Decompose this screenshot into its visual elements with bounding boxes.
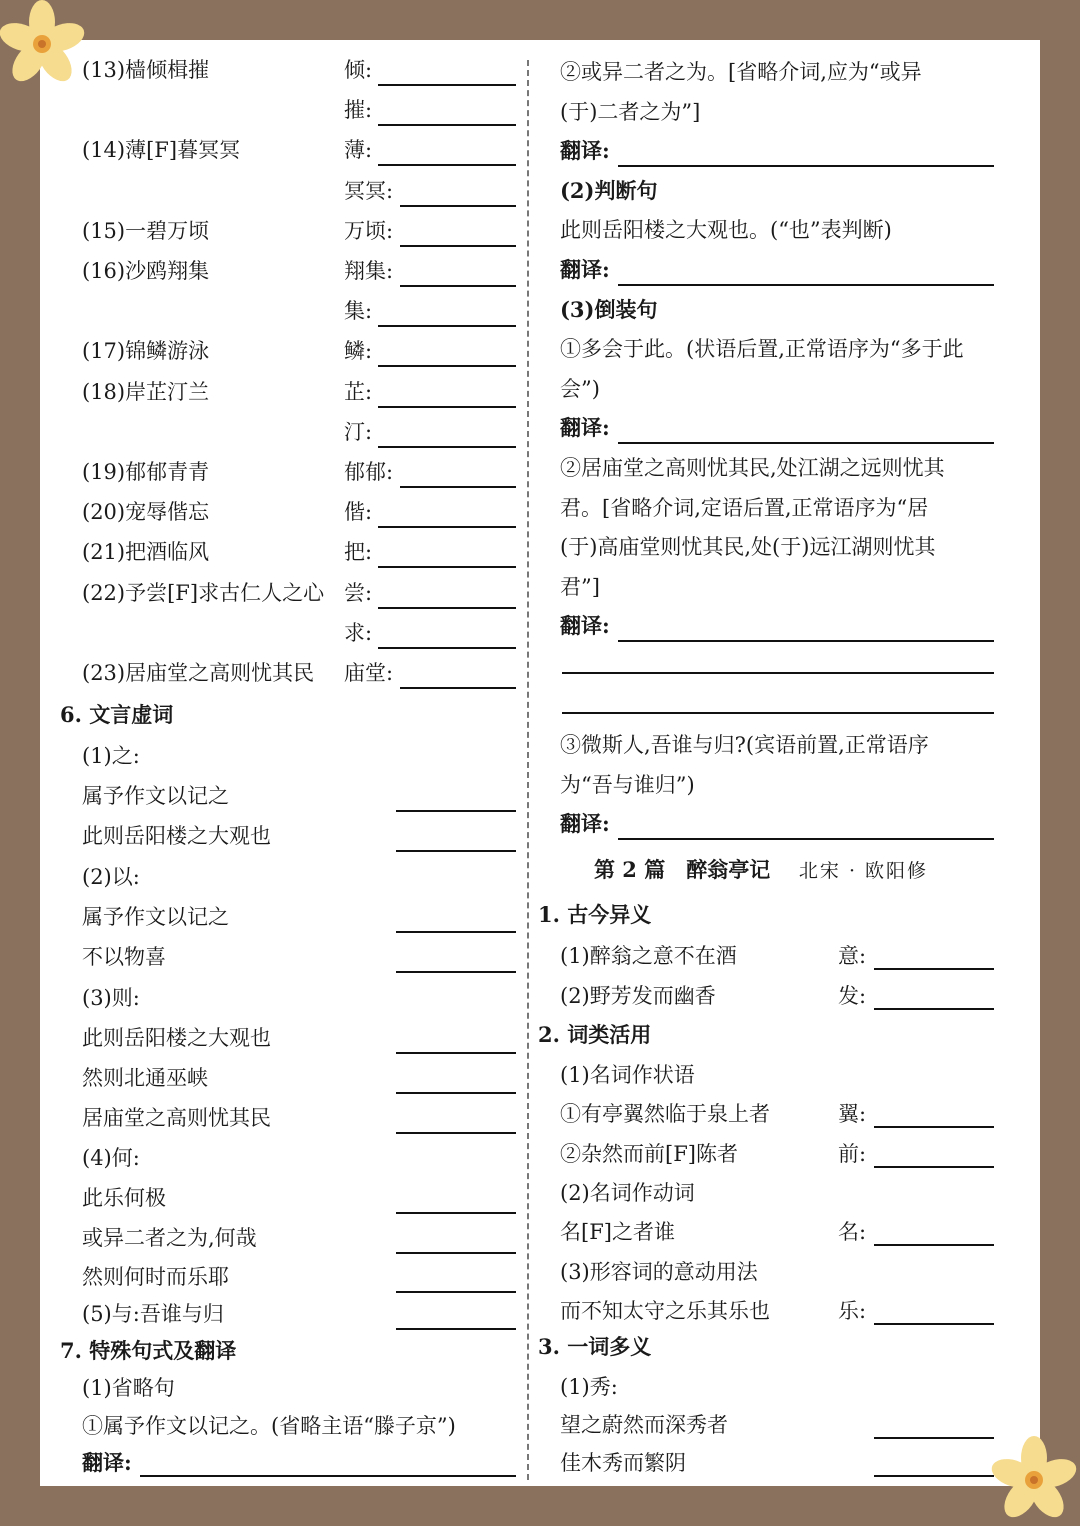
answer-blank[interactable] [378, 526, 516, 528]
answer-blank[interactable] [396, 1052, 516, 1054]
answer-blank[interactable] [400, 285, 516, 287]
sentence-line: (2)判断句 [560, 177, 658, 203]
word-class-label: 前: [838, 1141, 867, 1166]
sentence-line: (于)二者之为”] [560, 99, 701, 124]
answer-blank[interactable] [874, 1008, 994, 1010]
word-class-item: (2)名词作动词 [560, 1180, 695, 1205]
answer-blank[interactable] [874, 1475, 994, 1477]
vocab-item: (20)宠辱偕忘 [82, 500, 210, 525]
answer-blank[interactable] [396, 1291, 516, 1293]
translate-label: 翻译: [560, 811, 610, 837]
vocab-item: (17)锦鳞游泳 [82, 339, 210, 364]
sentence-line: ③微斯人,吾谁与归?(宾语前置,正常语序 [560, 733, 929, 758]
answer-blank[interactable] [874, 1323, 994, 1325]
particle-item: (4)何: [82, 1146, 140, 1170]
vocab-item: (14)薄[F]暮冥冥 [82, 138, 241, 163]
answer-blank[interactable] [378, 84, 516, 86]
answer-blank[interactable] [378, 406, 516, 408]
translate-blank[interactable] [618, 442, 994, 444]
section-1-title: 1. 古今异义 [538, 902, 652, 927]
vocab-label: 冥冥: [344, 178, 394, 203]
translate-label: 翻译: [560, 138, 610, 164]
section-7-title: 7. 特殊句式及翻译 [60, 1338, 237, 1363]
sentence-line: 君”] [560, 574, 600, 599]
vocab-label: 偕: [344, 500, 373, 525]
answer-blank[interactable] [400, 205, 516, 207]
answer-blank[interactable] [874, 968, 994, 970]
word-class-item: ②杂然而前[F]陈者 [560, 1141, 738, 1166]
sentence-line: 会”) [560, 376, 600, 401]
particle-item: 属予作文以记之 [82, 905, 229, 929]
vocab-label: 求: [344, 620, 373, 645]
word-class-item: 而不知太守之乐其乐也 [560, 1298, 770, 1323]
vocab-label: 芷: [344, 379, 373, 404]
translate-label: 翻译: [560, 415, 610, 441]
vocab-label: 集: [344, 299, 373, 324]
polysemy-item: (1)秀: [560, 1375, 618, 1399]
section-7-subtitle: (1)省略句 [82, 1376, 175, 1400]
vocab-item: (13)樯倾楫摧 [82, 58, 210, 82]
meaning-label: 意: [838, 944, 867, 968]
vocab-label: 汀: [344, 419, 373, 444]
word-class-label: 翼: [838, 1102, 867, 1127]
word-class-item: ①有亭翼然临于泉上者 [560, 1102, 770, 1127]
particle-item: 属予作文以记之 [82, 784, 229, 808]
particle-item: (5)与:吾谁与归 [82, 1302, 224, 1326]
vocab-label: 薄: [344, 138, 373, 163]
answer-blank[interactable] [396, 971, 516, 973]
answer-blank[interactable] [396, 1252, 516, 1254]
answer-blank[interactable] [378, 607, 516, 609]
answer-blank[interactable] [874, 1437, 994, 1439]
vocab-label: 摧: [344, 98, 373, 123]
sentence-line: ②或异二者之为。[省略介词,应为“或异 [560, 60, 922, 84]
vocab-item: (22)予尝[F]求古仁人之心 [82, 580, 325, 605]
meaning-item: (2)野芳发而幽香 [560, 984, 716, 1008]
vocab-label: 翔集: [344, 259, 394, 283]
answer-blank[interactable] [378, 325, 516, 327]
sentence-line: 此则岳阳楼之大观也。(“也”表判断) [560, 218, 892, 243]
particle-item: (3)则: [82, 986, 140, 1010]
translate-blank[interactable] [140, 1475, 516, 1477]
answer-blank[interactable] [396, 1328, 516, 1330]
answer-blank[interactable] [874, 1166, 994, 1168]
sentence-line: 为“吾与谁归”) [560, 772, 695, 797]
answer-blank[interactable] [562, 712, 994, 714]
flower-decoration-bottom-right [990, 1436, 1080, 1526]
answer-blank[interactable] [378, 164, 516, 166]
translate-blank[interactable] [618, 640, 994, 642]
particle-item: 居庙堂之高则忧其民 [82, 1106, 271, 1130]
vocab-label: 郁郁: [344, 460, 394, 484]
word-class-label: 乐: [838, 1298, 867, 1323]
answer-blank[interactable] [400, 486, 516, 488]
polysemy-item: 佳木秀而繁阴 [560, 1451, 686, 1475]
particle-item: 此则岳阳楼之大观也 [82, 824, 271, 848]
particle-item: 然则北通巫峡 [82, 1066, 208, 1090]
particle-item: 此乐何极 [82, 1186, 166, 1210]
vocab-label: 万顷: [344, 218, 394, 243]
meaning-label: 发: [838, 984, 867, 1008]
vocab-item: (16)沙鸥翔集 [82, 259, 210, 283]
vocab-item: (21)把酒临风 [82, 540, 210, 565]
vocab-label: 把: [344, 540, 373, 565]
section-7-item: ①属予作文以记之。(省略主语“滕子京”) [82, 1414, 456, 1438]
sentence-line: (3)倒装句 [560, 296, 658, 322]
answer-blank[interactable] [400, 687, 516, 689]
vocab-item: (18)岸芷汀兰 [82, 379, 210, 404]
vocab-item: (23)居庙堂之高则忧其民 [82, 661, 315, 685]
vocab-label: 庙堂: [344, 661, 394, 685]
word-class-label: 名: [838, 1220, 867, 1245]
translate-label: 翻译: [560, 613, 610, 639]
sentence-line: ②居庙堂之高则忧其民,处江湖之远则忧其 [560, 456, 945, 480]
section-2-title: 2. 词类活用 [538, 1022, 652, 1047]
sentence-line: (于)高庙堂则忧其民,处(于)远江湖则忧其 [560, 535, 936, 560]
meaning-item: (1)醉翁之意不在酒 [560, 944, 737, 968]
chapter-author: 北宋 · 欧阳修 [798, 860, 929, 882]
translate-label: 翻译: [560, 257, 610, 282]
word-class-item: 名[F]之者谁 [560, 1220, 675, 1245]
flower-decoration-top-left [0, 0, 90, 90]
answer-blank[interactable] [378, 124, 516, 126]
translate-blank[interactable] [618, 838, 994, 840]
answer-blank[interactable] [562, 672, 994, 674]
answer-blank[interactable] [396, 931, 516, 933]
translate-label: 翻译: [82, 1450, 132, 1475]
column-divider [527, 60, 529, 1480]
sentence-line: 君。[省略介词,定语后置,正常语序为“居 [560, 495, 929, 520]
answer-blank[interactable] [378, 566, 516, 568]
answer-blank[interactable] [396, 1092, 516, 1094]
answer-blank[interactable] [874, 1126, 994, 1128]
vocab-item: (15)一碧万顷 [82, 218, 210, 243]
word-class-item: (3)形容词的意动用法 [560, 1259, 758, 1284]
answer-blank[interactable] [396, 1132, 516, 1134]
answer-blank[interactable] [378, 365, 516, 367]
answer-blank[interactable] [396, 810, 516, 812]
sentence-line: ①多会于此。(状语后置,正常语序为“多于此 [560, 337, 964, 362]
translate-blank[interactable] [618, 165, 994, 167]
polysemy-item: 望之蔚然而深秀者 [560, 1413, 728, 1437]
translate-blank[interactable] [618, 284, 994, 286]
answer-blank[interactable] [396, 850, 516, 852]
particle-item: (2)以: [82, 865, 140, 889]
vocab-label: 尝: [344, 580, 373, 605]
answer-blank[interactable] [874, 1244, 994, 1246]
particle-item: 或异二者之为,何哉 [82, 1226, 257, 1250]
particle-item: (1)之: [82, 744, 140, 768]
vocab-label: 倾: [344, 58, 373, 82]
vocab-label: 鳞: [344, 339, 373, 364]
chapter-heading [594, 850, 928, 890]
particle-item: 然则何时而乐耶 [82, 1265, 229, 1289]
section-3-title: 3. 一词多义 [538, 1334, 652, 1359]
answer-blank[interactable] [396, 1212, 516, 1214]
answer-blank[interactable] [378, 647, 516, 649]
vocab-item: (19)郁郁青青 [82, 460, 210, 484]
particle-item: 此则岳阳楼之大观也 [82, 1026, 271, 1050]
answer-blank[interactable] [378, 446, 516, 448]
particle-item: 不以物喜 [82, 945, 166, 969]
section-6-title: 6. 文言虚词 [60, 702, 174, 727]
answer-blank[interactable] [400, 245, 516, 247]
word-class-item: (1)名词作状语 [560, 1063, 695, 1087]
chapter-title: 第 2 篇 醉翁亭记 [594, 857, 771, 882]
